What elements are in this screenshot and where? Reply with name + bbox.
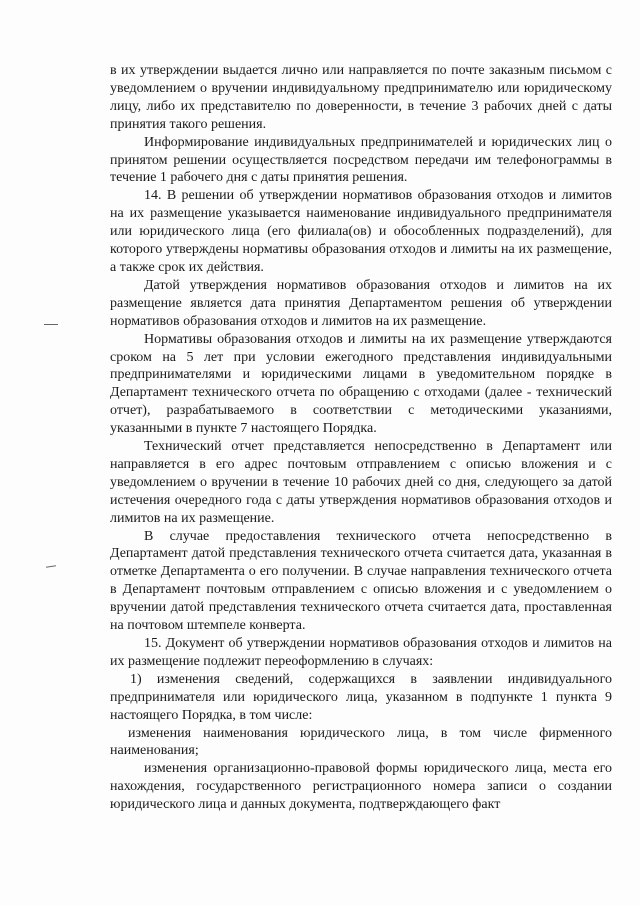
paragraph-9: 1) изменения сведений, содержащихся в заявлении индивидуального предпринимателя или юридического лица, указанном в подпункте 1 пункта 9 настоящего Порядка, в том числе: xyxy=(110,671,612,723)
paragraph-7: В случае предоставления технического отчета непосредственно в Департамент датой представления технического отчета считается дата, указанная в отметке Департамента о его получении. В случае направления технического отчета в Департамент почтовым отправлением с описью вложения и с уведомлением о вручении датой представления технического отчета считается дата, проставленная на почтовом штемпеле конверта. xyxy=(110,528,612,634)
paragraph-4: Датой утверждения нормативов образования отходов и лимитов на их размещение является дата принятия Департаментом решения об утверждении нормативов образования отходов и лимитов на их размещение. xyxy=(110,277,612,329)
paragraph-5: Нормативы образования отходов и лимиты на их размещение утверждаются сроком на 5 лет при условии ежегодного представления индивидуальными предпринимателями и юридическими лицами в уведомительном порядке в Департамент технического отчета по обращению с отходами (далее - технический отчет), разрабатываемого в соответствии с методическими указаниями, указанными в пункте 7 настоящего Порядка. xyxy=(110,331,612,437)
paragraph-10: изменения наименования юридического лица, в том числе фирменного наименования; xyxy=(110,725,612,759)
paragraph-11: изменения организационно-правовой формы юридического лица, места его нахождения, государственного регистрационного номера записи о создании юридического лица и данных документа, подтверждающего факт xyxy=(110,761,612,813)
paragraph-6: Технический отчет представляется непосредственно в Департамент или направляется в его адрес почтовым отправлением с описью вложения и с уведомлением о вручении в течение 10 рабочих дней со дня, следующего за датой истечения очередного года с даты утверждения нормативов образования отходов и лимитов на их размещение. xyxy=(110,439,612,526)
document-body xyxy=(110,62,612,814)
margin-mark-1 xyxy=(44,324,58,325)
margin-mark-2 xyxy=(46,565,56,567)
paragraph-2: Информирование индивидуальных предпринимателей и юридических лиц о принятом решении осуществляется посредством передачи им телефонограммы в течение 1 рабочего дня с даты принятия решения. xyxy=(110,134,612,186)
paragraph-1: в их утверждении выдается лично или направляется по почте заказным письмом с уведомлением о вручении индивидуальному предпринимателю или юридическому лицу, либо их представителю по доверенности, в течение 3 рабочих дней с даты принятия такого решения. xyxy=(110,63,612,132)
paragraph-3: 14. В решении об утверждении нормативов образования отходов и лимитов на их размещение указывается наименование индивидуального предпринимателя или юридического лица (его филиала(ов) и обособленных подразделений), для которого утверждены нормативы образования отходов и лимиты на их размещение, а также срок их действия. xyxy=(110,188,612,275)
paragraph-8: 15. Документ об утверждении нормативов образования отходов и лимитов на их размещение подлежит переоформлению в случаях: xyxy=(110,636,612,669)
